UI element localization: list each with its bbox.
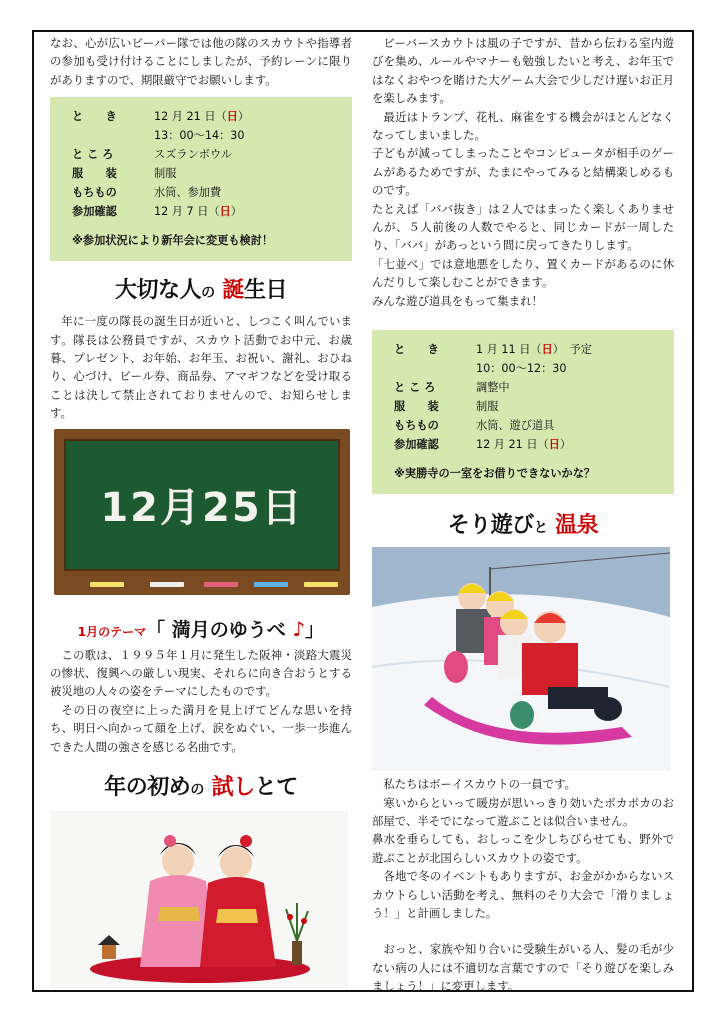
info-value: 10：00～12：30 bbox=[476, 362, 567, 376]
bowling-intro-text: なお、心が広いビーバー隊では他の隊のスカウトや指導者の参加も受け付けることにしましたが、予約レーンに限りがありますので、期限厳守でお願いします。 bbox=[50, 36, 352, 87]
games-text: ビーバースカウトは風の子ですが、昔から伝わる室内遊びを集め、ルールやマナーも勉強したいと考え、お年玉ではなくおやつを賭けた大ゲーム大会で少しだけ遅いお正月を楽しみます。 bbox=[372, 36, 674, 106]
music-note-icon: ♪ bbox=[292, 616, 306, 641]
games-text: 最近はトランプ、花札、麻雀をする機会がほとんどなくなってしまいました。 bbox=[372, 109, 674, 143]
info-value: 12 月 21 日（ bbox=[154, 110, 227, 124]
chalkboard-date: 12月25日 bbox=[100, 485, 304, 532]
info-label: もちもの bbox=[394, 419, 439, 433]
chalkboard-image bbox=[54, 429, 350, 595]
info-value: ） 予定 bbox=[552, 343, 592, 357]
info-label: 服 装 bbox=[394, 400, 439, 414]
birthday-heading: 大切な人の 誕生日 bbox=[115, 278, 287, 304]
info-label: と こ ろ bbox=[394, 381, 436, 395]
games-text: みんな遊び道具をもって集まれ！ bbox=[372, 293, 543, 308]
info-value: 12 月 21 日（ bbox=[476, 438, 549, 452]
info-value: スズランボウル bbox=[154, 148, 232, 162]
info-day: 日 bbox=[541, 343, 553, 357]
games-text: たとえば「ババ抜き」は２人ではまったく楽しくありませんが、５人前後の人数でやると、同じカードが一周したり、「ババ」があっという間に戻ってきたりします。 bbox=[372, 201, 674, 253]
info-note: ※参加状況により新年会に変更も検討！ bbox=[72, 234, 274, 248]
sledding-text: 寒いからといって暖房が思いっきり効いたポカポカのお部屋で、半そでになって遊ぶことは似合いません。 bbox=[372, 795, 674, 828]
info-value: 水筒、参加費 bbox=[154, 186, 222, 200]
right-column bbox=[372, 34, 674, 996]
birthday-text: 年に一度の隊長の誕生日が近いと、しつこく叫んでいます。隊長は公務員ですが、スカウト活動でお中元、お歳暮、プレゼント、お年始、お年玉、お祝い、謝礼、おひねり、心づけ、ビール券、商品券、アマギフなどを受け取ることは決して禁止されておりませんので、お知らせします。 bbox=[50, 314, 352, 421]
info-day: 日 bbox=[219, 205, 231, 219]
info-label: と き bbox=[394, 343, 439, 357]
info-day: 日 bbox=[226, 110, 238, 124]
sledding-text: 各地で冬のイベントもありますが、お金がかからないスカウトらしい活動を考え、無料のそり大会で「滑りましょう！」と計画しました。 bbox=[372, 869, 674, 920]
info-label: もちもの bbox=[72, 186, 117, 200]
info-value: 水筒、遊び道具 bbox=[476, 419, 555, 433]
sledding-text: 私たちはボーイスカウトの一員です。 bbox=[383, 777, 577, 792]
info-value: ） bbox=[237, 110, 250, 124]
theme-heading: 1月のテーマ「 満月のゆうべ ♪」 bbox=[77, 616, 325, 641]
info-value: 制服 bbox=[154, 167, 177, 181]
info-value: 1 月 11 日（ bbox=[476, 343, 542, 357]
info-label: と き bbox=[72, 110, 117, 124]
theme-text: この歌は、１９９５年１月に発生した阪神・淡路大震災の惨状、復興への厳しい現実、それらに向き合おうとする被災地の人々の姿をテーマにしたものです。 bbox=[50, 647, 352, 699]
info-value: 制服 bbox=[476, 400, 499, 414]
new-year-heading: 年の初めの 試しとて bbox=[104, 775, 298, 801]
info-value: 調整中 bbox=[476, 381, 510, 395]
bowling-info-box bbox=[50, 97, 352, 261]
info-label: 参加確認 bbox=[72, 205, 117, 219]
info-value: ） bbox=[230, 205, 242, 219]
games-text: 「七並べ」では意地悪をしたり、置くカードがあるのに休んだりして楽しむことができます。 bbox=[372, 256, 674, 290]
kimono-girls-photo bbox=[50, 811, 348, 989]
games-info-box bbox=[372, 330, 674, 494]
info-day: 日 bbox=[548, 438, 560, 452]
info-value: 13：00～14：30 bbox=[154, 129, 245, 143]
info-label: 服 装 bbox=[72, 167, 117, 181]
games-text: 子どもが減ってしまったことやコンピュータが相手のゲームがあるためですが、たまにやってみると結構楽しめるものです。 bbox=[372, 146, 674, 198]
info-note: ※実勝寺の一室をお借りできないかな？ bbox=[394, 467, 596, 481]
info-label: と こ ろ bbox=[72, 148, 114, 162]
sledding-photo bbox=[372, 547, 670, 771]
theme-text: その日の夜空に上った満月を見上げてどんな思いを持ち、明日へ向かって顔を上げ、涙をぬぐい、一歩一歩進んできた人間の強さを感じる名曲です。 bbox=[50, 702, 352, 754]
info-value: ） bbox=[559, 438, 572, 452]
sledding-text: おっと、家族や知り合いに受験生がいる人、髪の毛が少ない病の人には不適切な言葉ですので「そり遊びを楽しみましょう！」に変更します。 bbox=[372, 942, 674, 994]
left-column bbox=[50, 34, 352, 989]
sledding-heading: そり遊びと 温泉 bbox=[447, 513, 599, 539]
sledding-text: 鼻水を垂らしても、おしっこを少しちびらせても、野外で遊ぶことが北国らしいスカウトの姿です。 bbox=[372, 832, 674, 865]
info-label: 参加確認 bbox=[394, 438, 439, 452]
info-value: 12 月 7 日（ bbox=[154, 205, 220, 219]
